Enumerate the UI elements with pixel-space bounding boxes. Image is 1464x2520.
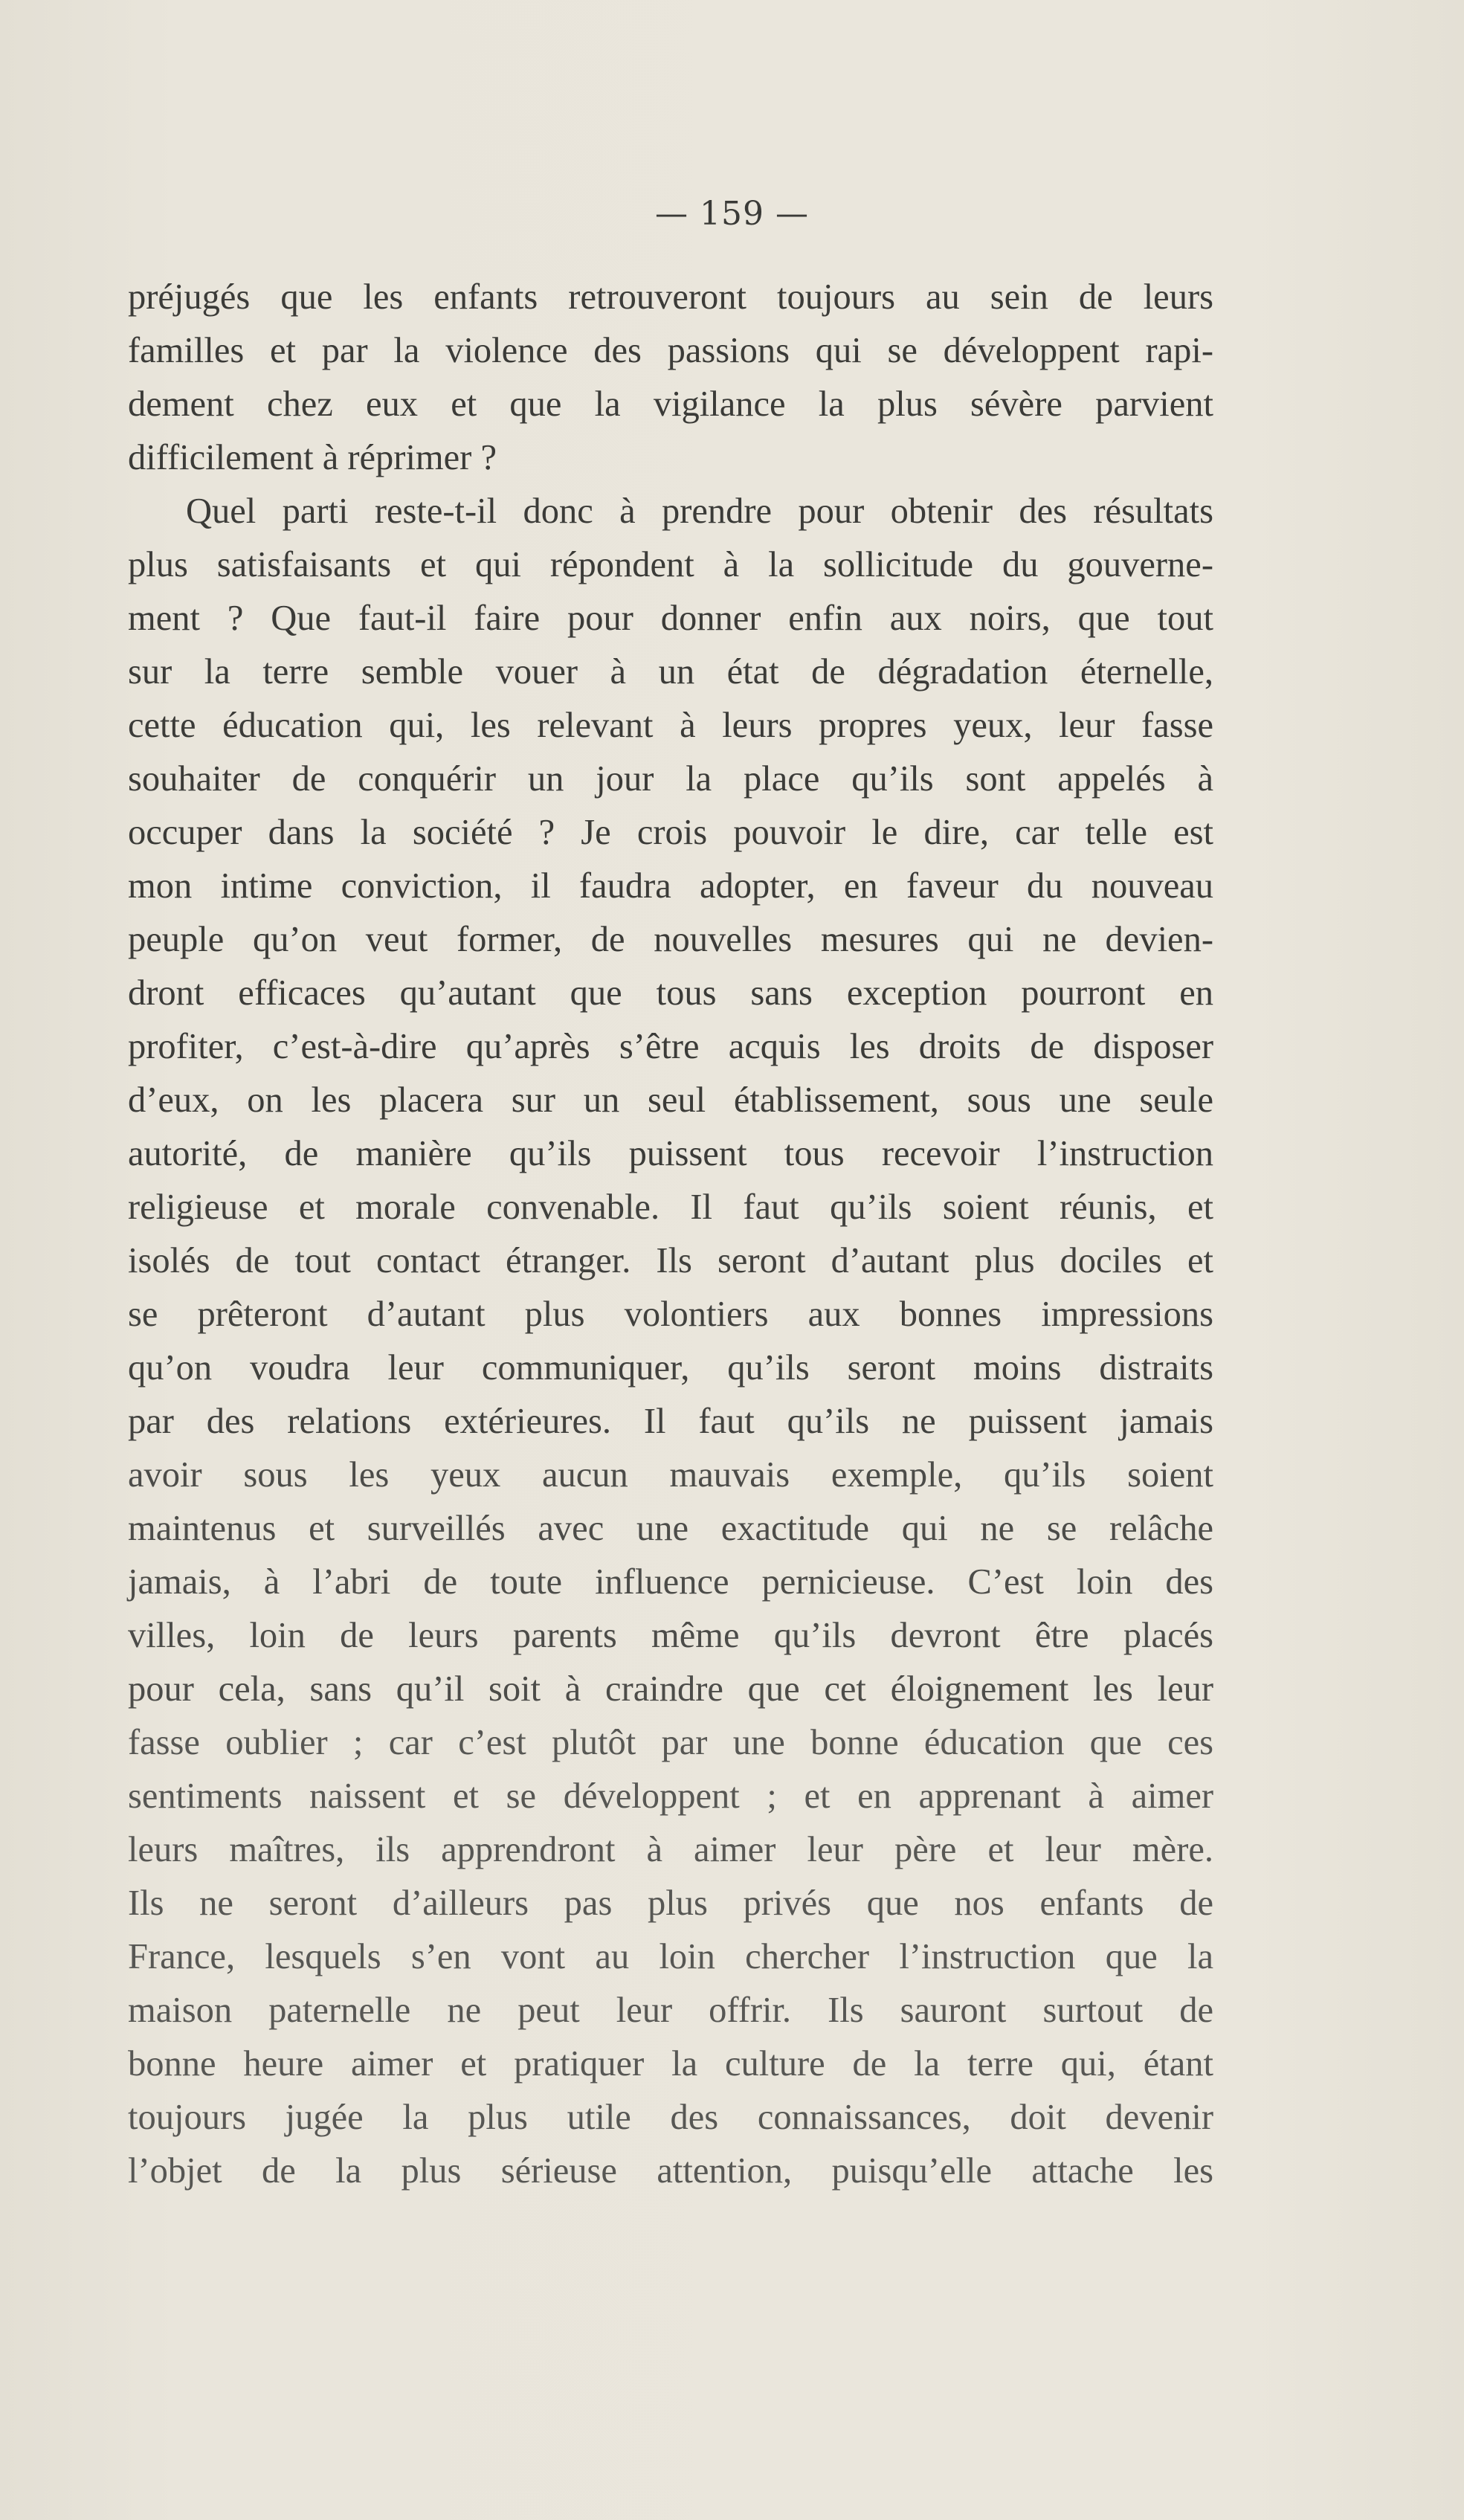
text-line: pour cela, sans qu’il soit à craindre que cet éloignement les leur <box>128 1669 1213 1709</box>
text-line: dront efficaces qu’autant que tous sans exception pourront en <box>128 973 1213 1013</box>
text-line: profiter, c’est-à-dire qu’après s’être acquis les droits de disposer <box>128 1027 1213 1066</box>
text-line: sentiments naissent et se développent ; et en apprenant à aimer <box>128 1776 1213 1816</box>
text-line: France, lesquels s’en vont au loin chercher l’instruction que la <box>128 1937 1213 1976</box>
text-line: ment ? Que faut-il faire pour donner enfin aux noirs, que tout <box>128 599 1213 638</box>
text-line: sur la terre semble vouer à un état de dégradation éternelle, <box>128 652 1213 692</box>
text-line: autorité, de manière qu’ils puissent tous recevoir l’instruction <box>128 1134 1213 1173</box>
text-line: maintenus et surveillés avec une exactitude qui ne se relâche <box>128 1509 1213 1548</box>
text-line: dement chez eux et que la vigilance la plus sévère parvient <box>128 384 1213 424</box>
body-text <box>128 271 1213 2198</box>
text-line: souhaiter de conquérir un jour la place qu’ils sont appelés à <box>128 759 1213 799</box>
text-line: qu’on voudra leur communiquer, qu’ils seront moins distraits <box>128 1348 1213 1388</box>
text-line: religieuse et morale convenable. Il faut qu’ils soient réunis, et <box>128 1188 1213 1227</box>
text-line: cette éducation qui, les relevant à leurs propres yeux, leur fasse <box>128 706 1213 745</box>
text-line: Quel parti reste-t-il donc à prendre pour obtenir des résultats <box>186 492 1213 531</box>
text-line: l’objet de la plus sérieuse attention, puisqu’elle attache les <box>128 2151 1213 2191</box>
text-line: plus satisfaisants et qui répondent à la sollicitude du gouverne- <box>128 545 1213 584</box>
text-line: bonne heure aimer et pratiquer la culture de la terre qui, étant <box>128 2044 1213 2084</box>
text-line: fasse oublier ; car c’est plutôt par une bonne éducation que ces <box>128 1723 1213 1762</box>
page-number: — 159 — <box>655 195 809 233</box>
text-line: d’eux, on les placera sur un seul établissement, sous une seule <box>128 1080 1213 1120</box>
text-line: familles et par la violence des passions qui se développent rapi- <box>128 331 1213 370</box>
text-line: leurs maîtres, ils apprendront à aimer leur père et leur mère. <box>128 1830 1213 1869</box>
text-line: avoir sous les yeux aucun mauvais exemple, qu’ils soient <box>128 1455 1213 1495</box>
text-line: préjugés que les enfants retrouveront toujours au sein de leurs <box>128 277 1213 317</box>
text-line: se prêteront d’autant plus volontiers aux bonnes impressions <box>128 1295 1213 1334</box>
text-line: jamais, à l’abri de toute influence pernicieuse. C’est loin des <box>128 1562 1213 1602</box>
text-line: toujours jugée la plus utile des connaissances, doit devenir <box>128 2098 1213 2137</box>
text-line: mon intime conviction, il faudra adopter, en faveur du nouveau <box>128 866 1213 906</box>
text-line: villes, loin de leurs parents même qu’ils devront être placés <box>128 1616 1213 1655</box>
text-line: par des relations extérieures. Il faut qu’ils ne puissent jamais <box>128 1402 1213 1441</box>
text-line: maison paternelle ne peut leur offrir. Ils sauront surtout de <box>128 1991 1213 2030</box>
text-line: peuple qu’on veut former, de nouvelles mesures qui ne devien- <box>128 920 1213 959</box>
text-line: Ils ne seront d’ailleurs pas plus privés que nos enfants de <box>128 1883 1213 1923</box>
text-line: occuper dans la société ? Je crois pouvoir le dire, car telle est <box>128 813 1213 852</box>
text-line: isolés de tout contact étranger. Ils seront d’autant plus dociles et <box>128 1241 1213 1280</box>
text-line: difficilement à réprimer ? <box>128 438 497 477</box>
